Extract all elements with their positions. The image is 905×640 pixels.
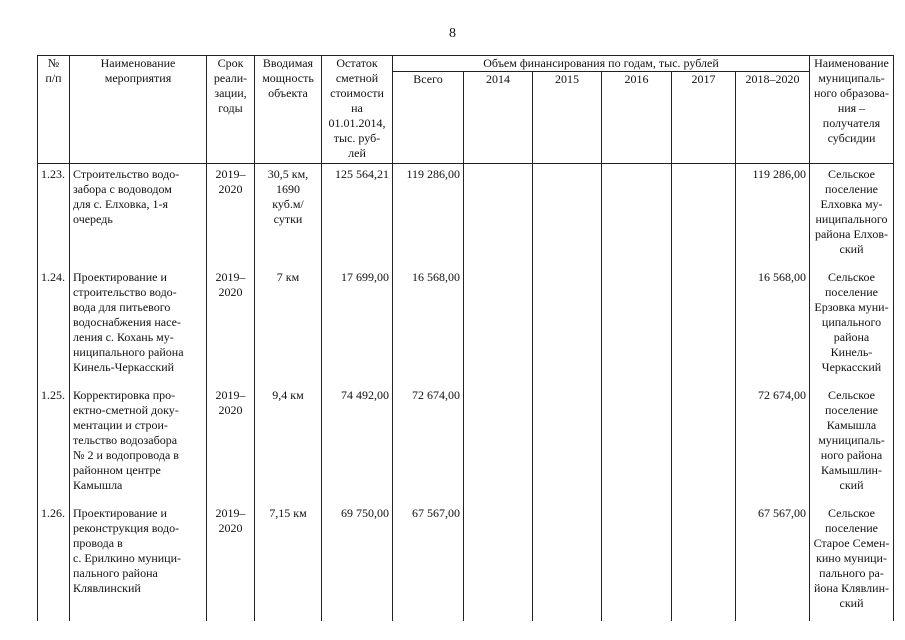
row-capacity: 30,5 км, 1690 куб.м/сутки [255,164,322,268]
row-num: 1.24. [38,267,70,385]
row-term: 2019– 2020 [207,385,255,503]
row-num: 1.26. [38,503,70,621]
row-remainder: 69 750,00 [322,503,393,621]
row-2018-2020: 72 674,00 [736,385,810,503]
row-name: Проектирование и реконструкция водо- провода в с. Ерилкино муници- пального района Клявлинский [70,503,207,621]
row-recipient: Сельское поселение Старое Семен- кино муници- пального ра- йона Клявлин- ский [810,503,894,621]
row-2018-2020: 16 568,00 [736,267,810,385]
row-2014 [464,385,533,503]
row-2015 [533,503,602,621]
row-recipient: Сельское поселение Елховка му- ниципального района Елхов- ский [810,164,894,268]
table-header [38,56,894,164]
row-2017 [672,164,736,268]
header-recipient: Наименование муниципаль- ного образова- ния – получателя субсидии [810,56,894,164]
header-term: Срок реали- зации, годы [207,56,255,164]
row-2014 [464,503,533,621]
row-term: 2019– 2020 [207,503,255,621]
header-name: Наименование мероприятия [70,56,207,164]
row-2018-2020: 119 286,00 [736,164,810,268]
funding-table [37,55,894,621]
row-num: 1.23. [38,164,70,268]
row-total: 67 567,00 [393,503,464,621]
header-total: Всего [393,72,464,164]
row-remainder: 74 492,00 [322,385,393,503]
row-2016 [602,164,672,268]
row-2015 [533,385,602,503]
header-num: № п/п [38,56,70,164]
table-row [38,164,894,268]
row-2017 [672,267,736,385]
header-2017: 2017 [672,72,736,164]
row-capacity: 9,4 км [255,385,322,503]
table-row [38,385,894,503]
row-2016 [602,385,672,503]
row-term: 2019– 2020 [207,164,255,268]
row-2014 [464,267,533,385]
row-2016 [602,503,672,621]
table-row [38,267,894,385]
table-row [38,503,894,621]
row-capacity: 7,15 км [255,503,322,621]
header-2016: 2016 [602,72,672,164]
row-total: 72 674,00 [393,385,464,503]
row-2015 [533,164,602,268]
row-2017 [672,385,736,503]
row-remainder: 125 564,21 [322,164,393,268]
row-term: 2019– 2020 [207,267,255,385]
header-funding-group: Объем финансирования по годам, тыс. рублей [393,56,810,72]
header-2014: 2014 [464,72,533,164]
row-2016 [602,267,672,385]
header-remainder: Остаток сметной стоимости на 01.01.2014, тыс. руб- лей [322,56,393,164]
row-total: 119 286,00 [393,164,464,268]
row-recipient: Сельское поселение Ерзовка муни- ципального района Кинель- Черкасский [810,267,894,385]
row-2017 [672,503,736,621]
header-capacity: Вводимая мощность объекта [255,56,322,164]
row-name: Проектирование и строительство водо- вода для питьевого водоснабжения насе- ления с. Кохань му- ниципального района Кинель-Черкасский [70,267,207,385]
row-name: Строительство водо- забора с водоводом для с. Елховка, 1-я очередь [70,164,207,268]
row-name: Корректировка про- ектно-сметной доку- ментации и строи- тельство водозабора № 2 и водопровода в районном центре Камышла [70,385,207,503]
row-2015 [533,267,602,385]
row-num: 1.25. [38,385,70,503]
page-number: 8 [449,26,456,41]
header-2018-2020: 2018–2020 [736,72,810,164]
header-2015: 2015 [533,72,602,164]
table-body [38,164,894,622]
row-2018-2020: 67 567,00 [736,503,810,621]
row-remainder: 17 699,00 [322,267,393,385]
row-capacity: 7 км [255,267,322,385]
row-2014 [464,164,533,268]
row-total: 16 568,00 [393,267,464,385]
row-recipient: Сельское поселение Камышла муниципаль- ного района Камышлин- ский [810,385,894,503]
